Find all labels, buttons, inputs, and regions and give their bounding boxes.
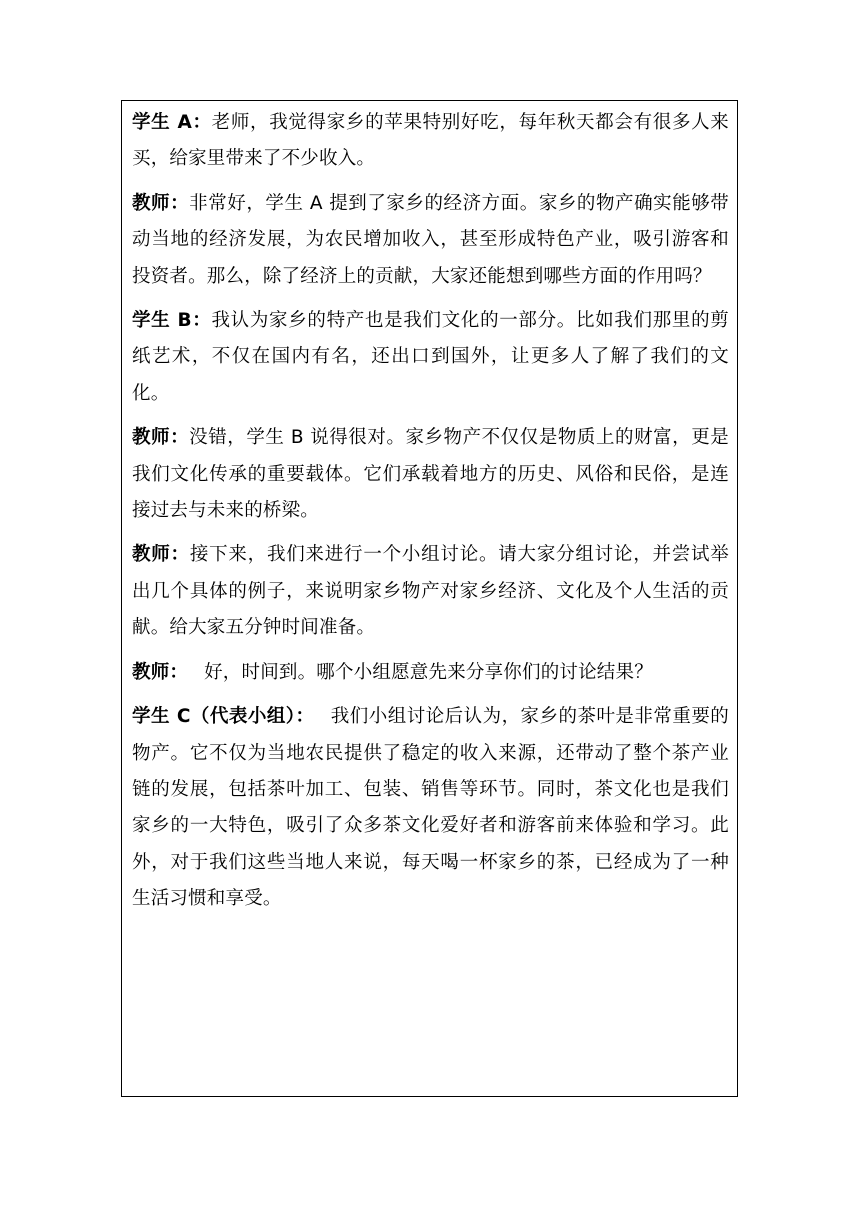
dialogue-paragraph-2 (132, 186, 729, 295)
dialogue-paragraph-4 (132, 420, 729, 529)
speaker-label: 教师： (132, 192, 190, 214)
dialogue-text: 老师，我觉得家乡的苹果特别好吃，每年秋天都会有很多人来买，给家里带来了不少收入。 (132, 112, 729, 170)
dialogue-text: 好，时间到。哪个小组愿意先来分享你们的讨论结果？ (204, 661, 653, 683)
dialogue-paragraph-7 (132, 699, 729, 917)
dialogue-paragraph-6 (132, 655, 729, 691)
dialogue-paragraph-3 (132, 303, 729, 412)
dialogue-paragraph-1 (132, 105, 729, 178)
dialogue-text: 我们小组讨论后认为，家乡的茶叶是非常重要的物产。它不仅为当地农民提供了稳定的收入来源，还带动了整个茶产业链的发展，包括茶叶加工、包装、销售等环节。同时，茶文化也是我们家乡的一大特色，吸引了众多茶文化爱好者和游客前来体验和学习。此外，对于我们这些当地人来说，每天喝一杯家乡的茶，已经成为了一种生活习惯和享受。 (132, 706, 730, 910)
table-cell (121, 100, 738, 1097)
dialogue-text: 非常好，学生 A 提到了家乡的经济方面。家乡的物产确实能够带动当地的经济发展，为农民增加收入，甚至形成特色产业，吸引游客和投资者。那么，除了经济上的贡献，大家还能想到哪些方面的作用吗？ (132, 192, 729, 287)
dialogue-paragraph-5 (132, 537, 729, 646)
speaker-label: 教师： (132, 427, 190, 449)
speaker-label: 学生 C（代表小组）： (132, 706, 315, 728)
speaker-label: 教师： (132, 544, 190, 566)
dialogue-text: 我认为家乡的特产也是我们文化的一部分。比如我们那里的剪纸艺术，不仅在国内有名，还出口到国外，让更多人了解了我们的文化。 (132, 310, 729, 404)
dialogue-text: 没错，学生 B 说得很对。家乡物产不仅仅是物质上的财富，更是我们文化传承的重要载体。它们承载着地方的历史、风俗和民俗，是连接过去与未来的桥梁。 (132, 427, 729, 522)
speaker-label: 教师： (132, 661, 189, 683)
speaker-label: 学生 A： (132, 112, 212, 133)
dialogue-text: 接下来，我们来进行一个小组讨论。请大家分组讨论，并尝试举出几个具体的例子，来说明家乡物产对家乡经济、文化及个人生活的贡献。给大家五分钟时间准备。 (132, 544, 729, 639)
speaker-label: 学生 B： (132, 310, 212, 332)
